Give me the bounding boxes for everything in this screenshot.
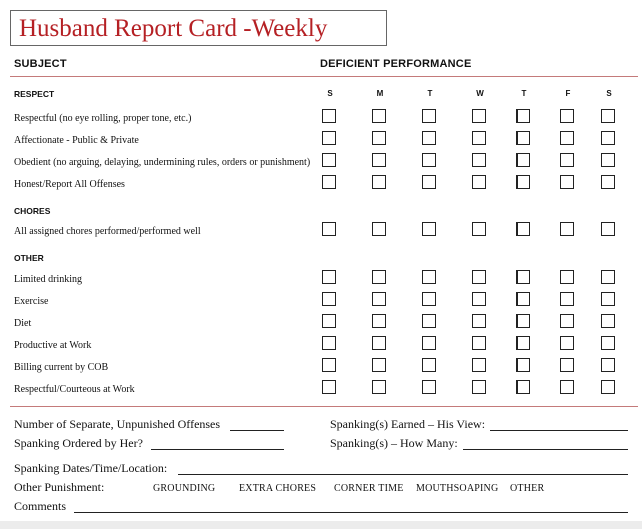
comments-label: Comments bbox=[14, 499, 67, 513]
criterion-label: Productive at Work bbox=[14, 340, 92, 351]
day-checkbox[interactable] bbox=[322, 358, 336, 372]
day-checkbox[interactable] bbox=[322, 314, 336, 328]
day-checkbox[interactable] bbox=[422, 380, 436, 394]
day-header-1: M bbox=[376, 89, 384, 98]
criterion-label: Exercise bbox=[14, 296, 49, 307]
day-checkbox[interactable] bbox=[372, 380, 386, 394]
option-grounding[interactable]: GROUNDING bbox=[153, 483, 216, 494]
day-checkbox[interactable] bbox=[422, 153, 436, 167]
day-checkbox[interactable] bbox=[472, 109, 486, 123]
day-checkbox[interactable] bbox=[472, 292, 486, 306]
deficient-performance-header: DEFICIENT PERFORMANCE bbox=[320, 58, 472, 70]
day-checkbox[interactable] bbox=[372, 314, 386, 328]
criterion-label: Limited drinking bbox=[14, 274, 83, 285]
criterion-label: All assigned chores performed/performed well bbox=[14, 226, 201, 237]
ordered-label: Spanking Ordered by Her? bbox=[14, 436, 143, 450]
other-punishment-label: Other Punishment: bbox=[14, 480, 105, 494]
day-checkbox[interactable] bbox=[422, 270, 436, 284]
day-checkbox[interactable] bbox=[560, 358, 574, 372]
day-checkbox[interactable] bbox=[472, 380, 486, 394]
day-checkbox[interactable] bbox=[601, 336, 615, 350]
day-checkbox[interactable] bbox=[372, 336, 386, 350]
day-checkbox[interactable] bbox=[601, 314, 615, 328]
section-heading-chores: CHORES bbox=[14, 206, 51, 216]
day-checkbox[interactable] bbox=[322, 292, 336, 306]
day-checkbox[interactable] bbox=[472, 153, 486, 167]
day-checkbox[interactable] bbox=[472, 131, 486, 145]
subject-header: SUBJECT bbox=[14, 58, 67, 70]
page-title: Husband Report Card -Weekly bbox=[19, 15, 328, 42]
dates-label: Spanking Dates/Time/Location: bbox=[14, 461, 168, 475]
day-checkbox[interactable] bbox=[601, 222, 615, 236]
day-checkbox[interactable] bbox=[601, 380, 615, 394]
day-checkbox[interactable] bbox=[560, 270, 574, 284]
his-view-label: Spanking(s) Earned – His View: bbox=[330, 417, 486, 431]
criterion-label: Billing current by COB bbox=[14, 362, 109, 373]
criterion-label: Affectionate - Public & Private bbox=[14, 135, 139, 146]
day-checkbox[interactable] bbox=[560, 292, 574, 306]
ordered-field[interactable] bbox=[151, 449, 284, 450]
day-checkbox[interactable] bbox=[601, 109, 615, 123]
how-many-label: Spanking(s) – How Many: bbox=[330, 436, 458, 450]
dates-field[interactable] bbox=[178, 474, 628, 475]
day-checkbox[interactable] bbox=[601, 131, 615, 145]
day-checkbox[interactable] bbox=[422, 336, 436, 350]
day-checkbox[interactable] bbox=[560, 109, 574, 123]
day-checkbox[interactable] bbox=[472, 222, 486, 236]
offenses-field[interactable] bbox=[230, 430, 284, 431]
day-checkbox[interactable] bbox=[422, 358, 436, 372]
day-checkbox[interactable] bbox=[372, 175, 386, 189]
day-checkbox[interactable] bbox=[560, 175, 574, 189]
day-checkbox[interactable] bbox=[516, 270, 530, 284]
day-header-4: T bbox=[521, 89, 527, 98]
day-checkbox[interactable] bbox=[516, 314, 530, 328]
day-checkbox[interactable] bbox=[560, 222, 574, 236]
option-mouthsoaping[interactable]: MOUTHSOAPING bbox=[416, 483, 499, 494]
day-checkbox[interactable] bbox=[322, 153, 336, 167]
day-checkbox[interactable] bbox=[372, 109, 386, 123]
day-checkbox[interactable] bbox=[516, 292, 530, 306]
day-checkbox[interactable] bbox=[322, 109, 336, 123]
section-heading-other: OTHER bbox=[14, 253, 44, 263]
criterion-label: Respectful (no eye rolling, proper tone, etc.) bbox=[14, 113, 192, 124]
day-checkbox[interactable] bbox=[560, 336, 574, 350]
day-checkbox[interactable] bbox=[601, 292, 615, 306]
day-checkbox[interactable] bbox=[516, 380, 530, 394]
day-checkbox[interactable] bbox=[372, 131, 386, 145]
footer-divider bbox=[10, 406, 638, 407]
day-checkbox[interactable] bbox=[472, 175, 486, 189]
day-header-2: T bbox=[427, 89, 433, 98]
day-checkbox[interactable] bbox=[560, 314, 574, 328]
option-other[interactable]: OTHER bbox=[510, 483, 545, 494]
comments-field[interactable] bbox=[74, 512, 628, 513]
criterion-label: Diet bbox=[14, 318, 32, 329]
criterion-label: Respectful/Courteous at Work bbox=[14, 384, 135, 395]
day-checkbox[interactable] bbox=[422, 292, 436, 306]
day-checkbox[interactable] bbox=[560, 380, 574, 394]
day-checkbox[interactable] bbox=[372, 153, 386, 167]
day-header-6: S bbox=[606, 89, 612, 98]
day-checkbox[interactable] bbox=[601, 175, 615, 189]
day-checkbox[interactable] bbox=[372, 292, 386, 306]
day-checkbox[interactable] bbox=[322, 336, 336, 350]
day-checkbox[interactable] bbox=[601, 358, 615, 372]
day-header-3: W bbox=[476, 89, 484, 98]
option-corner-time[interactable]: CORNER TIME bbox=[334, 483, 404, 494]
day-checkbox[interactable] bbox=[472, 358, 486, 372]
day-checkbox[interactable] bbox=[516, 358, 530, 372]
day-checkbox[interactable] bbox=[372, 270, 386, 284]
day-checkbox[interactable] bbox=[516, 336, 530, 350]
day-checkbox[interactable] bbox=[516, 175, 530, 189]
day-checkbox[interactable] bbox=[516, 109, 530, 123]
day-checkbox[interactable] bbox=[472, 314, 486, 328]
day-checkbox[interactable] bbox=[560, 131, 574, 145]
header-divider bbox=[10, 76, 638, 77]
day-checkbox[interactable] bbox=[422, 314, 436, 328]
day-checkbox[interactable] bbox=[322, 175, 336, 189]
day-checkbox[interactable] bbox=[422, 222, 436, 236]
criterion-label: Honest/Report All Offenses bbox=[14, 179, 125, 190]
option-extra-chores[interactable]: EXTRA CHORES bbox=[239, 483, 317, 494]
day-checkbox[interactable] bbox=[422, 109, 436, 123]
day-header-5: F bbox=[565, 89, 571, 98]
day-checkbox[interactable] bbox=[372, 358, 386, 372]
day-checkbox[interactable] bbox=[516, 131, 530, 145]
day-checkbox[interactable] bbox=[472, 270, 486, 284]
day-checkbox[interactable] bbox=[560, 153, 574, 167]
day-checkbox[interactable] bbox=[372, 222, 386, 236]
day-checkbox[interactable] bbox=[322, 380, 336, 394]
day-checkbox[interactable] bbox=[601, 270, 615, 284]
how-many-field[interactable] bbox=[463, 449, 628, 450]
day-checkbox[interactable] bbox=[601, 153, 615, 167]
day-checkbox[interactable] bbox=[516, 153, 530, 167]
his-view-field[interactable] bbox=[490, 430, 628, 431]
day-checkbox[interactable] bbox=[516, 222, 530, 236]
criterion-label: Obedient (no arguing, delaying, undermining rules, orders or punishment) bbox=[14, 157, 311, 168]
day-checkbox[interactable] bbox=[322, 222, 336, 236]
day-checkbox[interactable] bbox=[322, 131, 336, 145]
day-checkbox[interactable] bbox=[472, 336, 486, 350]
day-checkbox[interactable] bbox=[422, 175, 436, 189]
section-heading-respect: RESPECT bbox=[14, 89, 55, 99]
day-checkbox[interactable] bbox=[422, 131, 436, 145]
day-header-0: S bbox=[327, 89, 333, 98]
offenses-label: Number of Separate, Unpunished Offenses bbox=[14, 417, 221, 431]
day-checkbox[interactable] bbox=[322, 270, 336, 284]
title-box bbox=[10, 10, 387, 46]
